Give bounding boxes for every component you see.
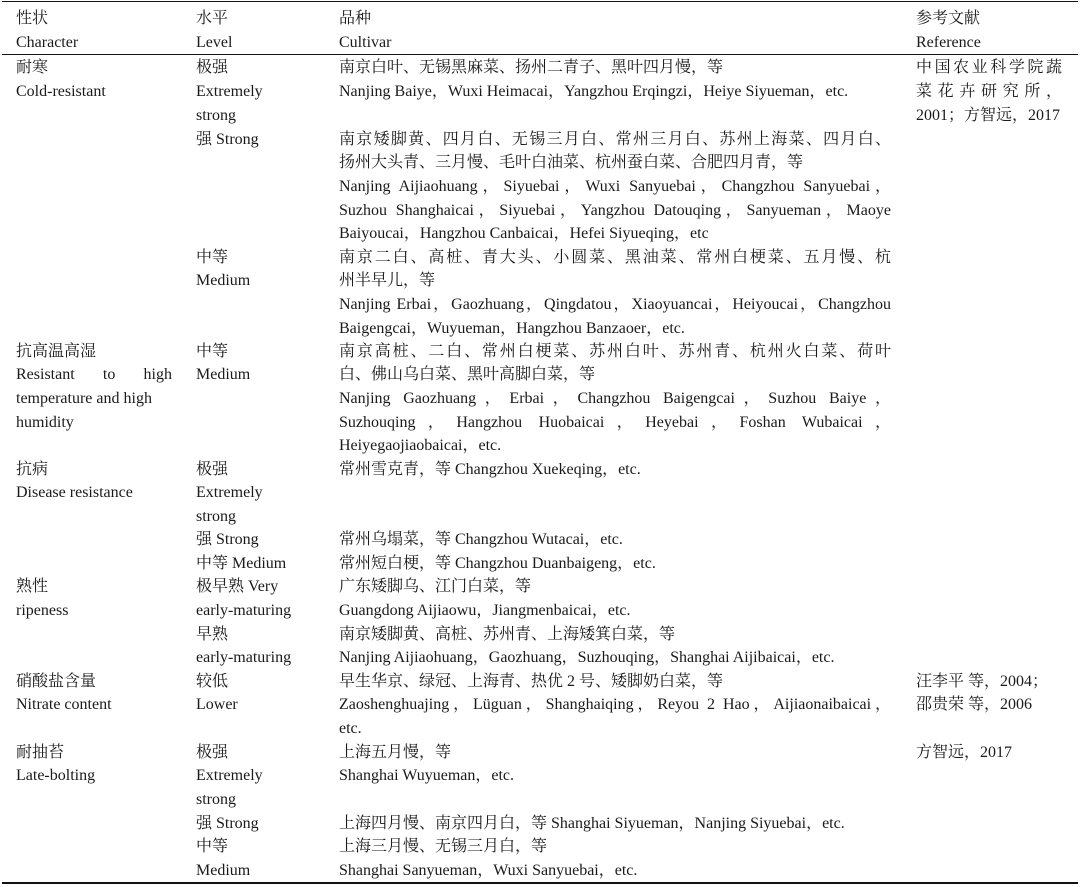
- reference-text: 汪李平 等，2004；: [916, 673, 1049, 690]
- level-label: Medium: [196, 862, 251, 879]
- level-label: 较低: [196, 673, 229, 690]
- cultivar-text: Suzhouqing，Hangzhou Huobaicai，Heyebai，Foshan Wubaicai，: [339, 414, 891, 431]
- header-character-cn: 性状: [16, 10, 49, 27]
- cultivar-text: etc.: [339, 720, 362, 737]
- character-cn: 耐抽苔: [16, 744, 65, 761]
- cultivar-text: Nanjing Baiye，Wuxi Heimacai，Yangzhou Erqingzi，Heiye Siyueman，etc.: [339, 83, 849, 100]
- cultivar-text: 上海三月慢、无锡三月白，等: [339, 838, 548, 855]
- header-level-en: Level: [196, 34, 233, 51]
- cultivar-text: 常州乌塌菜，等 Changzhou Wutacai，etc.: [339, 531, 623, 548]
- cultivar-text: Baigengcai，Wuyueman，Hangzhou Banzaoer，etc.: [339, 320, 685, 337]
- character-en: Disease resistance: [16, 484, 133, 501]
- character-en: Nitrate content: [16, 696, 112, 713]
- level-label: 中等: [196, 249, 229, 266]
- reference-text: 邵贵荣 等，2006: [916, 696, 1033, 713]
- cultivar-text: Heiyegaojiaobaicai，etc.: [339, 437, 502, 454]
- level-label: 强 Strong: [196, 531, 259, 548]
- level-label: Extremely: [196, 83, 263, 100]
- cultivar-text: Baiyoucai，Hangzhou Canbaicai，Hefei Siyueqing，etc: [339, 225, 709, 242]
- character-cn: 抗高温高湿: [16, 343, 97, 360]
- character-en: humidity: [16, 414, 74, 431]
- level-label: Extremely: [196, 767, 263, 784]
- cultivar-text: 上海五月慢，等: [339, 744, 452, 761]
- level-label: 极早熟 Very: [196, 578, 279, 595]
- cultivar-text: Zaoshenghuajing，Lüguan，Shanghaiqing，Reyou 2 Hao，Aijiaonaibaicai，: [339, 696, 891, 713]
- cultivar-text: Shanghai Wuyueman，etc.: [339, 767, 515, 784]
- cultivar-text: 广东矮脚乌、江门白菜，等: [339, 578, 532, 595]
- header-reference-cn: 参考文献: [916, 10, 981, 27]
- header-cultivar-en: Cultivar: [339, 34, 392, 51]
- level-label: 极强: [196, 744, 229, 761]
- cultivar-text: 常州短白梗，等 Changzhou Duanbaigeng，etc.: [339, 555, 656, 572]
- level-label: 极强: [196, 461, 229, 478]
- level-label: strong: [196, 791, 236, 808]
- level-label: strong: [196, 508, 236, 525]
- cultivar-text: 常州雪克青，等 Changzhou Xuekeqing，etc.: [339, 461, 641, 478]
- level-label: Extremely: [196, 484, 263, 501]
- cultivar-text: Guangdong Aijiaowu，Jiangmenbaicai，etc.: [339, 602, 631, 619]
- level-label: Lower: [196, 696, 238, 713]
- character-en: Resistant to high: [16, 366, 172, 383]
- cultivar-text: 南京矮脚黄、高桩、苏州青、上海矮箕白菜，等: [339, 626, 676, 643]
- header-character-en: Character: [16, 34, 79, 51]
- character-en: ripeness: [16, 602, 69, 619]
- character-cn: 耐寒: [16, 59, 49, 76]
- cultivar-text: Nanjing Aijiaohuang，Siyuebai，Wuxi Sanyuebai，Changzhou Sanyuebai，: [339, 178, 891, 195]
- header-cultivar-cn: 品种: [339, 10, 372, 27]
- character-cn: 抗病: [16, 461, 49, 478]
- level-label: 中等: [196, 343, 229, 360]
- reference-text: 菜花卉研究所，: [916, 83, 1062, 100]
- cultivar-text: 南京二白、高桩、青大头、小圆菜、黑油菜、常州白梗菜、五月慢、杭: [339, 249, 891, 266]
- level-label: 极强: [196, 59, 229, 76]
- cultivar-text: 南京高桩、二白、常州白梗菜、苏州白叶、苏州青、杭州火白菜、荷叶: [339, 343, 891, 360]
- cultivar-text: 南京白叶、无锡黑麻菜、扬州二青子、黑叶四月慢，等: [339, 59, 724, 76]
- level-label: 强 Strong: [196, 815, 259, 832]
- level-label: Medium: [196, 272, 251, 289]
- cultivar-text: 扬州大头青、三月慢、毛叶白油菜、杭州蚕白菜、合肥四月青，等: [339, 154, 804, 171]
- level-label: 强 Strong: [196, 131, 259, 148]
- level-label: 早熟: [196, 626, 229, 643]
- table-top-rule: [2, 1, 1078, 2]
- reference-text: 方智远，2017: [916, 744, 1013, 761]
- reference-text: 中国农业科学院蔬: [916, 59, 1062, 76]
- cultivar-text: Nanjing Erbai，Gaozhuang，Qingdatou，Xiaoyuancai，Heiyoucai，Changzhou: [339, 296, 891, 313]
- level-label: early-maturing: [196, 649, 292, 666]
- cultivar-text: Suzhou Shanghaicai，Siyuebai，Yangzhou Datouqing，Sanyueman，Maoye: [339, 202, 891, 219]
- header-reference-en: Reference: [916, 34, 981, 51]
- level-label: early-maturing: [196, 602, 292, 619]
- header-level-cn: 水平: [196, 10, 229, 27]
- level-label: Medium: [196, 366, 251, 383]
- cultivar-text: 白、佛山乌白菜、黑叶高脚白菜，等: [339, 366, 596, 383]
- cultivar-text: Nanjing Gaozhuang，Erbai，Changzhou Baigengcai，Suzhou Baiye，: [339, 390, 891, 407]
- character-cn: 硝酸盐含量: [16, 673, 97, 690]
- cultivar-text: Shanghai Sanyueman，Wuxi Sanyuebai，etc.: [339, 862, 638, 879]
- cultivar-text: 州半早儿，等: [339, 272, 436, 289]
- cultivar-text: 早生华京、绿冠、上海青、热优 2 号、矮脚奶白菜，等: [339, 673, 724, 690]
- character-en: Cold-resistant: [16, 83, 106, 100]
- cultivar-text: 上海四月慢、南京四月白，等 Shanghai Siyueman，Nanjing Siyuebai，etc.: [339, 815, 845, 832]
- level-label: 中等: [196, 838, 229, 855]
- cultivar-text: 南京矮脚黄、四月白、无锡三月白、常州三月白、苏州上海菜、四月白、: [339, 131, 891, 148]
- reference-text: 2001；方智远，2017: [916, 107, 1061, 124]
- character-en: temperature and high: [16, 390, 152, 407]
- cultivar-text: Nanjing Aijiaohuang，Gaozhuang，Suzhouqing，Shanghai Aijibaicai，etc.: [339, 649, 835, 666]
- character-cn: 熟性: [16, 578, 49, 595]
- level-label: 中等 Medium: [196, 555, 287, 572]
- level-label: strong: [196, 107, 236, 124]
- character-en: Late-bolting: [16, 767, 96, 784]
